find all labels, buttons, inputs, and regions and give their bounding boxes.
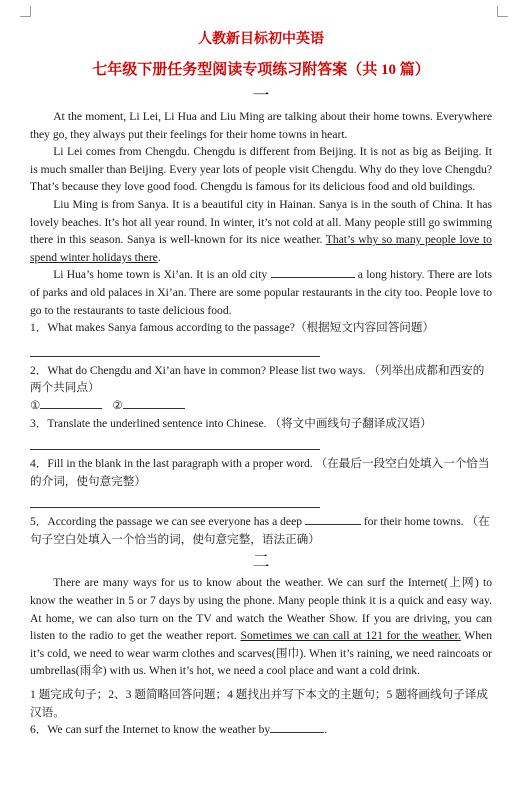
q5-text-a: 5．According the passage we can see everyone has a deep [30, 515, 305, 529]
p4-text-a: Li Hua’s home town is Xi’an. It is an old city [53, 268, 271, 282]
answer-mark-2: ② [112, 398, 123, 412]
underlined-sentence: That’s why so many people love to spend winter holidays there [30, 233, 492, 264]
question-6 [30, 721, 492, 739]
passage1-paragraph1: At the moment, Li Lei, Li Hua and Liu Ming are talking about their home towns. Everywhere they go, they always put their feelings for their home towns in heart. [30, 110, 492, 141]
q5-text-b: for their home towns. （在句子空白处填入一个恰当的词，使句意完整，语法正确） [30, 515, 490, 546]
answer-line-q3[interactable] [30, 438, 320, 450]
passage1-paragraph2: Li Lei comes from Chengdu. Chengdu is different from Beijing. It is not as big as Beijing. It is much smaller than Beijing. Every year lots of people visit Chengdu. Why do they love Chengdu? That’s because they love good food. Chengdu is famous for its delicious food and old buildings. [30, 145, 492, 194]
question-2-answers [30, 397, 492, 415]
section-mark-2: 二 [252, 552, 270, 572]
section-mark-1: 一 [252, 86, 270, 105]
doc-title-line2: 七年级下册任务型阅读专项练习附答案（共 10 篇） [92, 62, 430, 78]
crop-mark-top-right [497, 6, 508, 17]
q6-text: 6．We can surf the Internet to know the weather by [30, 723, 271, 737]
passage1-paragraph4 [30, 266, 492, 319]
passage2-instructions: 1 题完成句子；2、3 题简略回答问题；4 题找出并写下本文的主题句；5 题将画线句子译成汉语。 [30, 688, 488, 719]
question-4: 4．Fill in the blank in the last paragraph with a proper word. （在最后一段空白处填入一个恰当的介词，使句意完整） [30, 457, 490, 488]
doc-title-line1: 人教新目标初中英语 [198, 32, 324, 47]
answer-blank-q2-2[interactable] [123, 397, 185, 409]
answer-blank-q2-1[interactable] [40, 397, 102, 409]
answer-blank-q5[interactable] [305, 513, 361, 525]
passage2-text-b: When it’s cold, we need to wear warm clothes and scarves(围巾). When it’s raining, we need raincoats or umbrellas(雨伞) with us. When it’s hot, we need a cool place and want a cold drink. [30, 629, 492, 678]
question-1: 1．What makes Sanya famous according to the passage?（根据短文内容回答问题） [30, 321, 435, 335]
document-page [30, 30, 492, 739]
answer-blank-q6[interactable] [270, 721, 324, 733]
p3-end: . [157, 250, 161, 264]
answer-mark-1: ① [30, 398, 41, 412]
passage2-text-a: There are many ways for us to know about the weather. We can surf the Internet(上网) to know the weather in 5 or 7 days by using the phone. Many people think it is a quick and easy way. At home, we can also turn on the TV and watch the Weather Show. If you are driving, you can listen to the radio to get the weather report. [30, 576, 492, 643]
passage1-paragraph3 [30, 196, 492, 266]
fill-blank-p4[interactable] [271, 266, 355, 278]
answer-line-q1[interactable] [30, 345, 320, 357]
passage2-paragraph1 [30, 574, 492, 680]
q6-end: . [324, 723, 328, 737]
answer-line-q4[interactable] [30, 496, 320, 508]
passage2-underlined-sentence: Sometimes we can call at 121 for the weather. [240, 629, 461, 643]
question-2: 2．What do Chengdu and Xi’an have in common? Please list two ways. （列举出成都和西安的两个共同点） [30, 363, 485, 395]
p4-text-b: a long history. There are lots of parks and old palaces in Xi’an. There are some popular restaurants in the city too. People love to go to the restaurants to taste delicious food. [30, 268, 492, 317]
crop-mark-top-left [20, 6, 31, 17]
question-5 [30, 513, 492, 548]
p3-text: Liu Ming is from Sanya. It is a beautiful city in Hainan. Sanya is in the south of China. It has lovely beaches. It’s hot all year round. In winter, it’s not cold at all. Many people still go swimming there in this season. Sanya is well-known for its nice weather. [30, 197, 492, 247]
question-3: 3．Translate the underlined sentence into Chinese. （将文中画线句子翻译成汉语） [30, 416, 432, 430]
